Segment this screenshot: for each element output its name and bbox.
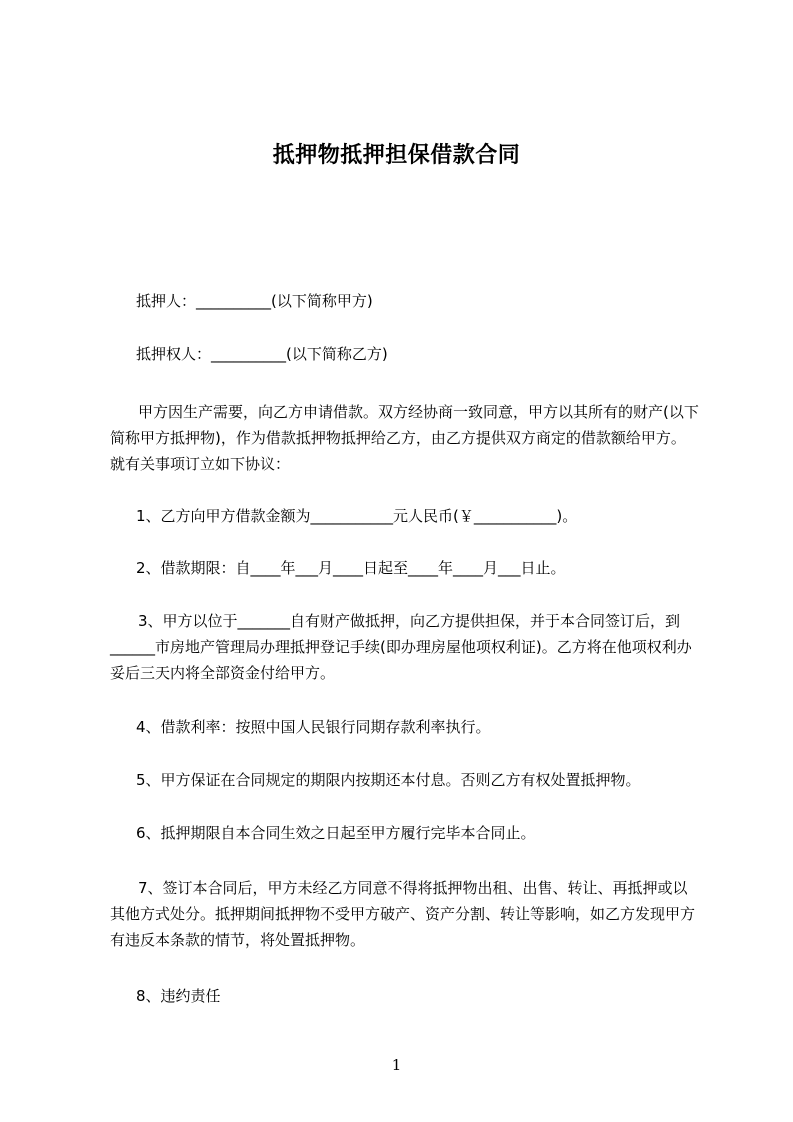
clause-1-loan-amount: 1、乙方向甲方借款金额为___________元人民币(￥___________)。 bbox=[136, 507, 578, 525]
clause-8-liability-heading: 8、违约责任 bbox=[136, 987, 221, 1005]
clause-7-restrictions: 7、签订本合同后，甲方未经乙方同意不得将抵押物出租、出售、转让、再抵押或以其他方式处分。抵押期间抵押物不受甲方破产、资产分割、转让等影响，如乙方发现甲方有违反本条款的情节，将处置抵押物。 bbox=[110, 879, 696, 949]
document-title: 抵押物抵押担保借款合同 bbox=[272, 143, 521, 168]
paragraph-preamble: 甲方因生产需要，向乙方申请借款。双方经协商一致同意，甲方以其所有的财产(以下简称甲方抵押物)，作为借款抵押物抵押给乙方，由乙方提供双方商定的借款额给甲方。就有关事项订立如下协议： bbox=[110, 403, 699, 473]
page-number: 1 bbox=[391, 1056, 402, 1074]
clause-5-repayment: 5、甲方保证在合同规定的期限内按期还本付息。否则乙方有权处置抵押物。 bbox=[136, 771, 641, 789]
paragraph-mortgagee: 抵押权人：__________(以下简称乙方) bbox=[136, 345, 388, 363]
clause-4-interest-rate: 4、借款利率：按照中国人民银行同期存款利率执行。 bbox=[136, 718, 491, 736]
clause-2-loan-term: 2、借款期限：自____年___月____日起至____年____月___日止。 bbox=[136, 559, 566, 577]
paragraph-mortgagor: 抵押人：__________(以下简称甲方) bbox=[136, 292, 373, 310]
clause-3-collateral: 3、甲方以位于_______自有财产做抵押，向乙方提供担保，并于本合同签订后，到______市房地产管理局办理抵押登记手续(即办理房屋他项权利证)。乙方将在他项权利办妥后三天内将全部资金付给甲方。 bbox=[110, 612, 692, 682]
clause-6-mortgage-period: 6、抵押期限自本合同生效之日起至甲方履行完毕本合同止。 bbox=[136, 824, 536, 842]
